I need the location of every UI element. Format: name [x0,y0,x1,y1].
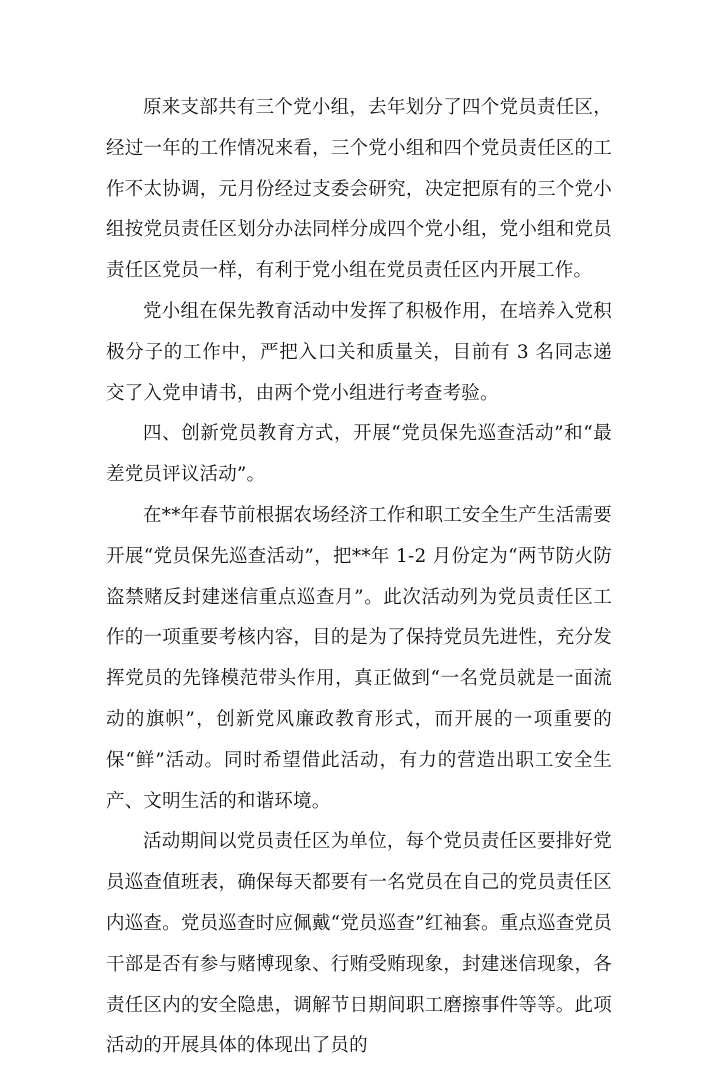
paragraph-inspection-activity: 在**年春节前根据农场经济工作和职工安全生产生活需要开展“党员保先巡查活动”，把**年 1-2 月份定为“两节防火防盗禁赌反封建迷信重点巡查月”。此次活动列为党员责任区工作的一项重要考核内容，目的是为了保持党员先进性，充分发挥党员的先锋模范带头作用，真正做到“一名党员就是一面流动的旗帜”，创新党风廉政教育形式，而开展的一项重要的保“鲜”活动。同时希望借此活动，有力的营造出职工安全生产、文明生活的和谐环境。 [106,504,612,812]
paragraph-party-groups: 原来支部共有三个党小组，去年划分了四个党员责任区，经过一年的工作情况来看，三个党小组和四个党员责任区的工作不太协调，元月份经过支委会研究，决定把原有的三个党小组按党员责任区划分办法同样分成四个党小组，党小组和党员责任区党员一样，有利于党小组在党员责任区内开展工作。 [106,97,612,282]
paragraph-party-group-role: 党小组在保先教育活动中发挥了积极作用，在培养入党积极分子的工作中，严把入口关和质量关，目前有 3 名同志递交了入党申请书，由两个党小组进行考查考验。 [106,300,612,404]
section-heading-education-methods: 四、创新党员教育方式，开展“党员保先巡查活动”和“最差党员评议活动”。 [106,423,612,486]
paragraph-activity-arrangement: 活动期间以党员责任区为单位，每个党员责任区要排好党员巡查值班表，确保每天都要有一名党员在自己的党员责任区内巡查。党员巡查时应佩戴“党员巡查”红袖套。重点巡查党员干部是否有参与赌博现象、行贿受贿现象，封建迷信现象，各责任区内的安全隐患，调解节日期间职工磨擦事件等等。此项活动的开展具体的体现出了员的 [106,831,612,1057]
document-body [106,88,612,1067]
